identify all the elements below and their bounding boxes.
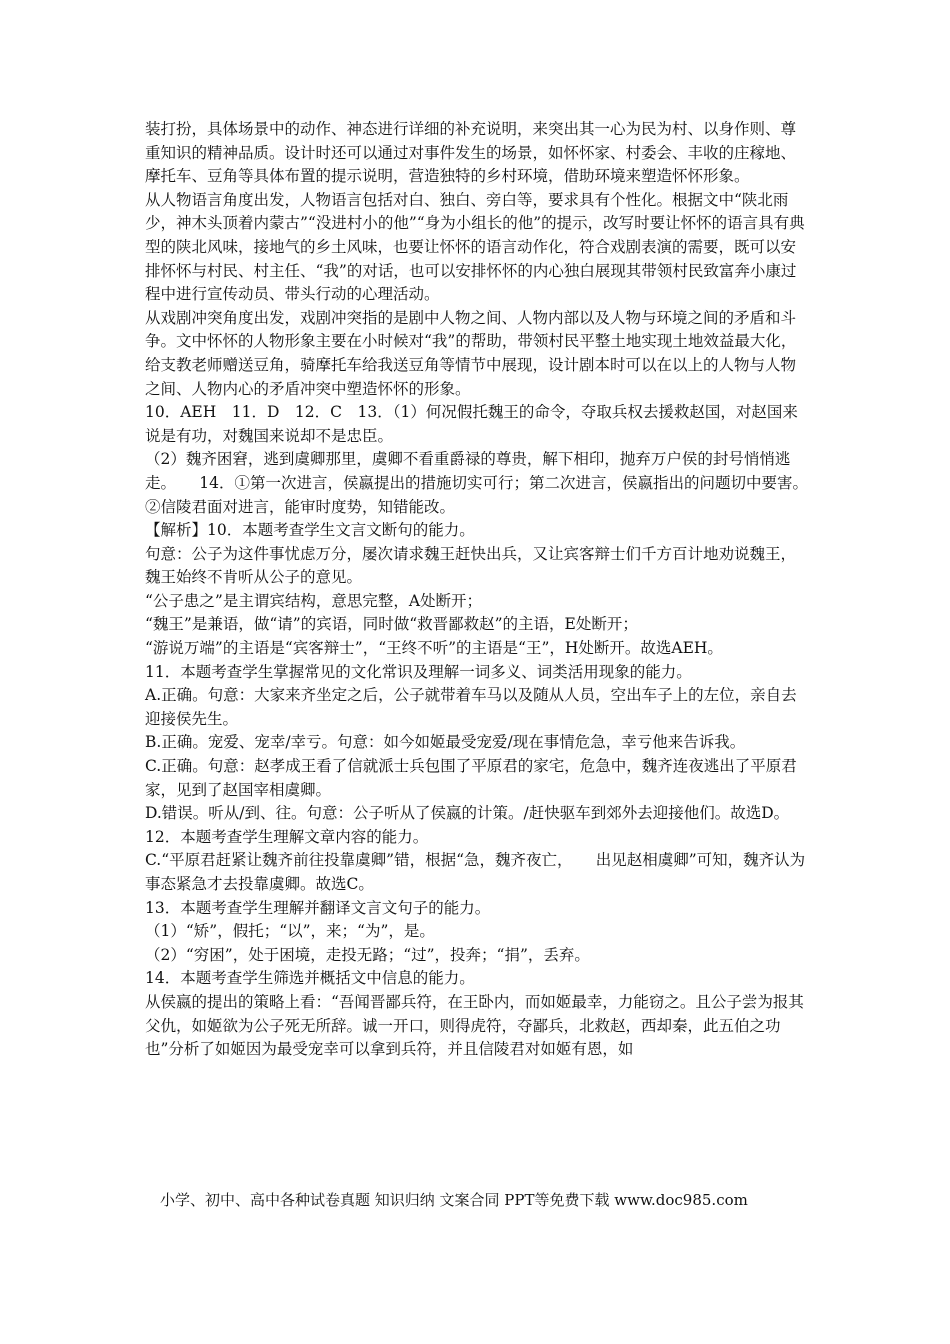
paragraph-20: （2）“穷困”，处于困境，走投无路；“过”，投奔；“捐”，丢弃。 (145, 945, 590, 964)
paragraph-2: 从人物语言角度出发，人物语言包括对白、独白、旁白等，要求具有个性化。根据文中“陕北雨少，神木头顶着内蒙古”“没进村小的他”“身为小组长的他”的提示，改写时要让怀怀的语言具有典型的陕北风味，接地气的乡土风味，也要让怀怀的语言动作化，符合戏剧表演的需要，既可以安排怀怀与村民、村主任、“我”的对话，也可以安排怀怀的内心独白展现其带领村民致富奔小康过程中进行宣传动员、带头行动的心理活动。 (145, 190, 805, 304)
paragraph-8: “公子患之”是主谓宾结构，意思完整，A处断开； (145, 591, 483, 610)
paragraph-9: “魏王”是兼语，做“请”的宾语，同时做“救晋鄙救赵”的主语，E处断开； (145, 615, 638, 634)
paragraph-13: B.正确。宠爱、宠幸/幸亏。句意：如今如姬最受宠爱/现在事情危急，幸亏他来告诉我。 (145, 733, 746, 752)
paragraph-11: 11．本题考查学生掌握常见的文化常识及理解一词多义、词类活用现象的能力。 (145, 662, 692, 681)
paragraph-10: “游说万端”的主语是“宾客辩士”，“王终不听”的主语是“王”，H处断开。故选AEH。 (145, 639, 723, 658)
document-body (145, 118, 810, 1062)
paragraph-22: 从侯嬴的提出的策略上看：“吾闻晋鄙兵符，在王卧内，而如姬最幸，力能窃之。且公子尝为报其父仇，如姬欲为公子死无所辞。诚一开口，则得虎符，夺鄙兵，北救赵，西却秦，此五伯之功也”分析了如姬因为最受宠幸可以拿到兵符，并且信陵君对如姬有恩，如 (145, 992, 804, 1059)
paragraph-16: 12．本题考查学生理解文章内容的能力。 (145, 827, 429, 846)
paragraph-3: 从戏剧冲突角度出发，戏剧冲突指的是剧中人物之间、人物内部以及人物与环境之间的矛盾和斗争。文中怀怀的人物形象主要在小时候对“我”的帮助，带领村民平整土地实现土地效益最大化，给支教老师赠送豆角，骑摩托车给我送豆角等情节中展现，设计剧本时可以在以上的人物与人物之间、人物内心的矛盾冲突中塑造怀怀的形象。 (145, 308, 797, 398)
paragraph-21: 14．本题考查学生筛选并概括文中信息的能力。 (145, 969, 475, 988)
paragraph-18: 13．本题考查学生理解并翻译文言文句子的能力。 (145, 898, 491, 917)
page-footer: 小学、初中、高中各种试卷真题 知识归纳 文案合同 PPT等免费下载 www.doc985.com (160, 1191, 748, 1209)
paragraph-7: 句意：公子为这件事忧虑万分，屡次请求魏王赶快出兵，又让宾客辩士们千方百计地劝说魏王，魏王始终不肯听从公子的意见。 (145, 544, 797, 587)
analysis-heading: 【解析】10．本题考查学生文言文断句的能力。 (145, 521, 475, 540)
paragraph-19: （1）“矫”，假托；“以”，来；“为”，是。 (145, 922, 435, 941)
paragraph-15: D.错误。听从/到、往。句意：公子听从了侯嬴的计策。/赶快驱车到郊外去迎接他们。故选D。 (145, 804, 790, 823)
answer-line-1: 10．AEH 11．D 12．C 13．（1）何况假托魏王的命令，夺取兵权去援救赵国，对赵国来说是有功，对魏国来说却不是忠臣。 (145, 403, 798, 445)
answer-line-2: （2）魏齐困窘，逃到虞卿那里，虞卿不看重爵禄的尊贵，解下相印，抛弃万户侯的封号悄悄逃走。 14．①第一次进言，侯嬴提出的措施切实可行；第二次进言，侯嬴指出的问题切中要害。②信陵君面对进言，能审时度势，知错能改。 (145, 450, 808, 516)
paragraph-17: C.“平原君赶紧让魏齐前往投靠虞卿”错，根据“急，魏齐夜亡， 出见赵相虞卿”可知，魏齐认为事态紧急才去投靠虞卿。故选C。 (145, 851, 806, 893)
paragraph-12: A.正确。句意：大家来齐坐定之后，公子就带着车马以及随从人员，空出车子上的左位，亲自去迎接侯先生。 (145, 686, 797, 728)
paragraph-14: C.正确。句意：赵孝成王看了信就派士兵包围了平原君的家宅，危急中，魏齐连夜逃出了平原君家，见到了赵国宰相虞卿。 (145, 757, 797, 799)
paragraph-1: 装打扮，具体场景中的动作、神态进行详细的补充说明，来突出其一心为民为村、以身作则、尊重知识的精神品质。设计时还可以通过对事件发生的场景，如怀怀家、村委会、丰收的庄稼地、摩托车、豆角等具体布置的提示说明，营造独特的乡村环境，借助环境来塑造怀怀形象。 (145, 120, 797, 186)
